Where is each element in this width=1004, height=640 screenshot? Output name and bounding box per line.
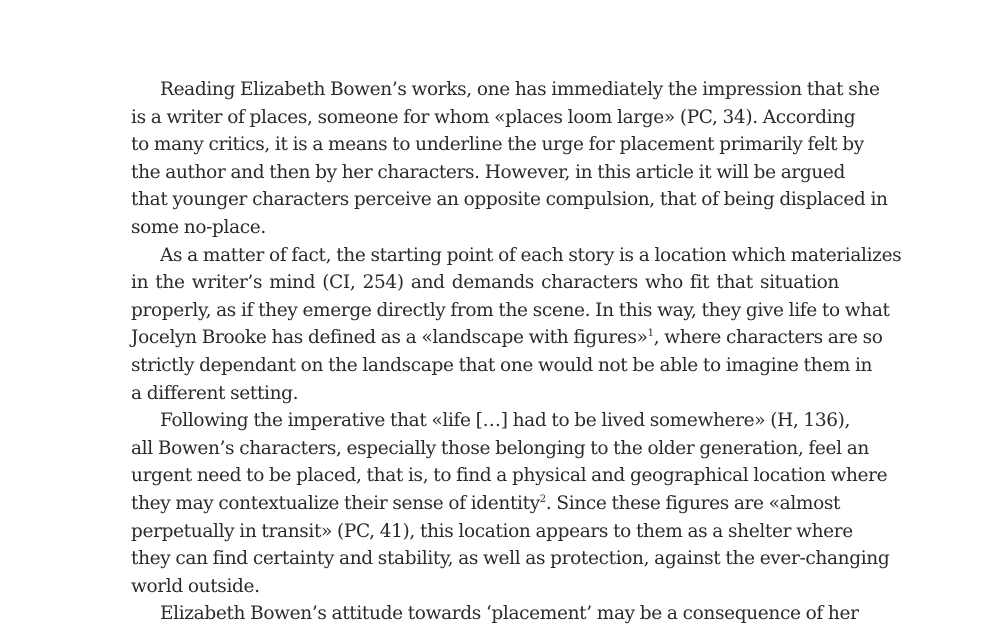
text-line: properly, as if they emerge directly from the scene. In this way, they give life to what bbox=[131, 299, 890, 321]
text-line: As a matter of fact, the starting point of each story is a location which materializes bbox=[160, 244, 902, 266]
footnote-marker-2[interactable]: 2 bbox=[539, 493, 546, 505]
text-line: to many critics, it is a means to underline the urge for placement primarily felt by bbox=[131, 134, 864, 156]
text-line: some no-place. bbox=[131, 216, 266, 238]
text-line-with-note bbox=[131, 324, 883, 352]
text-line-with-note bbox=[131, 490, 839, 518]
paragraph-3 bbox=[131, 407, 890, 600]
text-segment: . Since these figures are «almost bbox=[545, 492, 841, 514]
text-line: a different setting. bbox=[131, 382, 299, 404]
text-line: all Bowen’s characters, especially those belonging to the older generation, feel an bbox=[131, 437, 869, 459]
text-line: Elizabeth Bowen’s attitude towards ‘placement’ may be a consequence of her bbox=[160, 603, 859, 625]
text-line: Following the imperative that «life […] had to be lived somewhere» (H, 136), bbox=[160, 410, 851, 432]
paragraph-1 bbox=[131, 76, 888, 242]
text-line: perpetually in transit» (PC, 41), this location appears to them as a shelter where bbox=[131, 520, 853, 542]
text-line: in the writer’s mind (CI, 254) and demands characters who fit that situation bbox=[131, 272, 839, 294]
text-line: world outside. bbox=[131, 575, 260, 597]
text-line: Reading Elizabeth Bowen’s works, one has immediately the impression that she bbox=[160, 79, 880, 100]
text-line: that younger characters perceive an opposite compulsion, that of being displaced in bbox=[131, 189, 888, 211]
body-text bbox=[131, 76, 902, 628]
paragraph-4 bbox=[131, 600, 859, 628]
text-line: strictly dependant on the landscape that one would not be able to imagine them in bbox=[131, 354, 873, 376]
paragraph-2 bbox=[131, 242, 902, 408]
text-line: is a writer of places, someone for whom «places loom large» (PC, 34). According bbox=[131, 106, 856, 128]
text-line: they can find certainty and stability, as well as protection, against the ever-changing bbox=[131, 548, 890, 570]
footnote-marker-1[interactable]: 1 bbox=[647, 328, 654, 340]
text-segment: they may contextualize their sense of identity bbox=[131, 492, 540, 514]
text-line: the author and then by her characters. However, in this article it will be argued bbox=[131, 161, 846, 183]
text-segment: , where characters are so bbox=[653, 327, 883, 349]
text-segment: Jocelyn Brooke has defined as a «landscape with figures» bbox=[131, 327, 648, 349]
text-line: urgent need to be placed, that is, to find a physical and geographical location where bbox=[131, 465, 888, 487]
